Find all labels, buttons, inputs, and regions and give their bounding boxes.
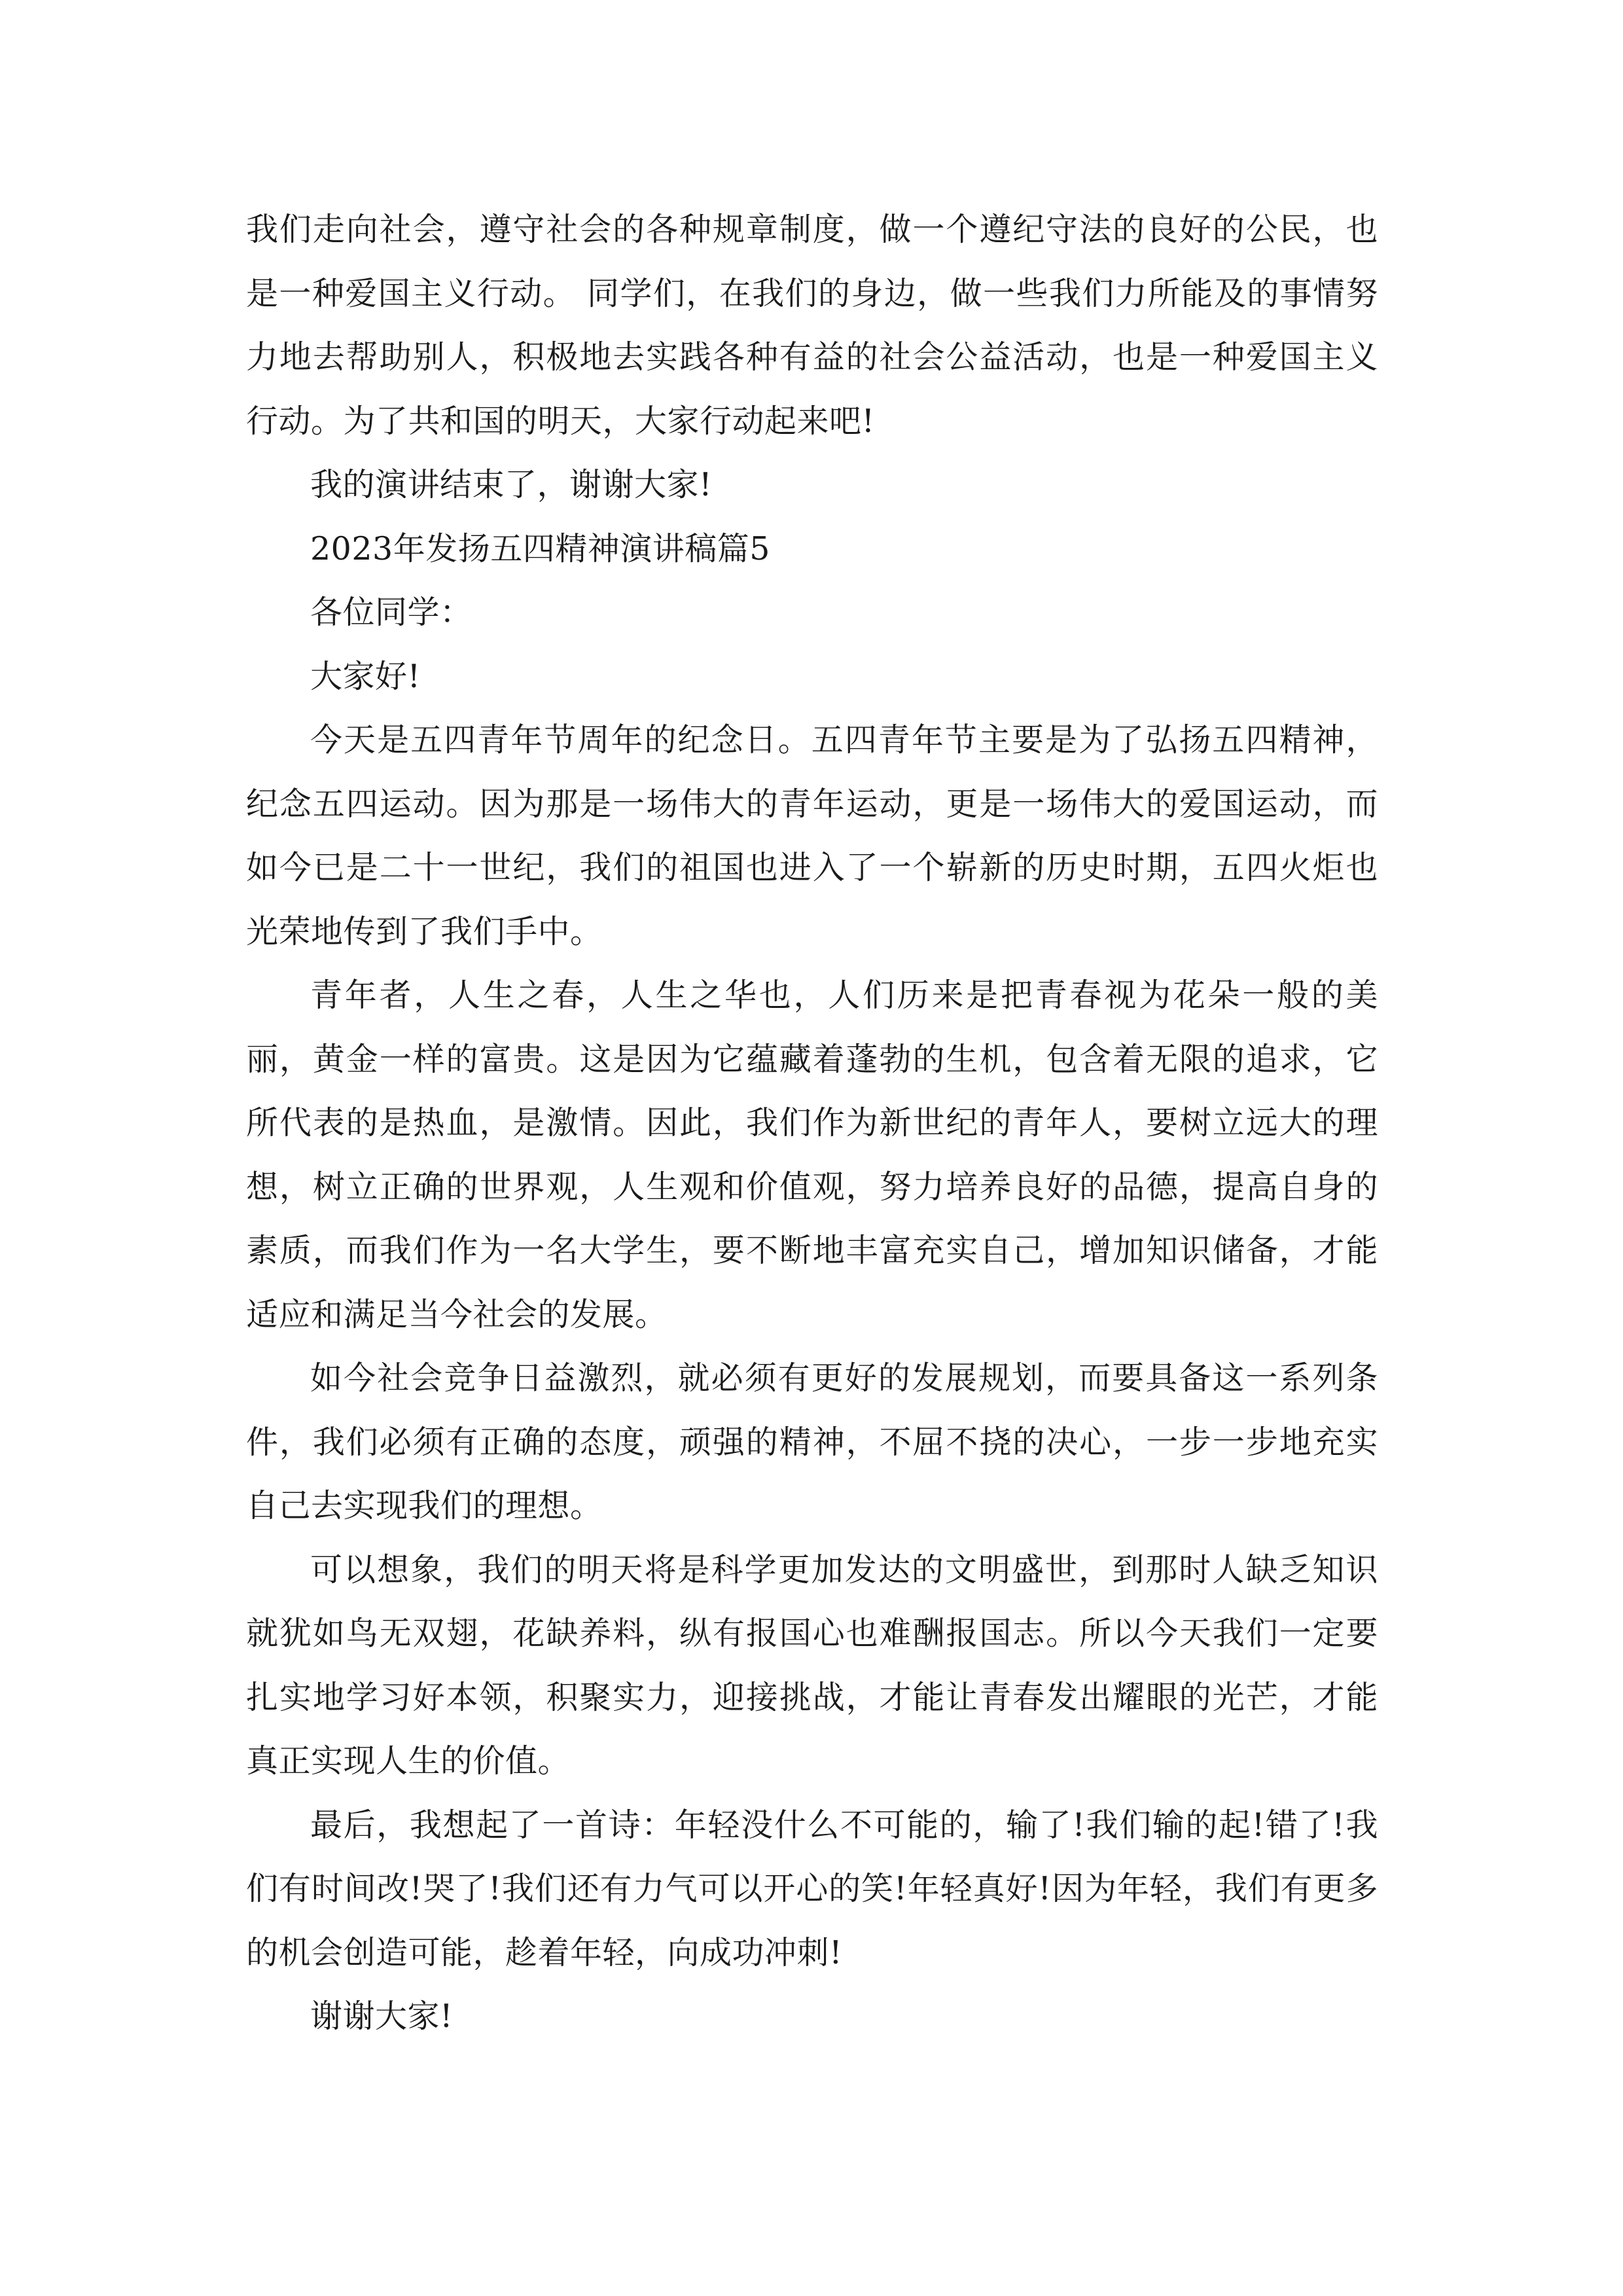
- paragraph-body: 可以想象，我们的明天将是科学更加发达的文明盛世，到那时人缺乏知识就犹如鸟无双翅，花缺养料，纵有报国心也难酬报国志。所以今天我们一定要扎实地学习好本领，积聚实力，迎接挑战，才能让青春发出耀眼的光芒，才能真正实现人生的价值。: [246, 1551, 1378, 1780]
- section-title: 2023年发扬五四精神演讲稿篇5: [310, 529, 770, 567]
- paragraph-body: 青年者，人生之春，人生之华也，人们历来是把青春视为花朵一般的美丽，黄金一样的富贵。这是因为它蕴藏着蓬勃的生机，包含着无限的追求，它所代表的是热血，是激情。因此，我们作为新世纪的青年人，要树立远大的理想，树立正确的世界观，人生观和价值观，努力培养良好的品德，提高自身的素质，而我们作为一名大学生，要不断地丰富充实自己，增加知识储备，才能适应和满足当今社会的发展。: [246, 977, 1378, 1333]
- paragraph-body: 最后，我想起了一首诗：年轻没什么不可能的，输了!我们输的起!错了!我们有时间改!哭了!我们还有力气可以开心的笑!年轻真好!因为年轻，我们有更多的机会创造可能，趁着年轻，向成功冲刺!: [246, 1806, 1378, 1971]
- paragraph-closing-remark: 我的演讲结束了，谢谢大家!: [310, 466, 713, 503]
- paragraph-body: 今天是五四青年节周年的纪念日。五四青年节主要是为了弘扬五四精神，纪念五四运动。因为那是一场伟大的青年运动，更是一场伟大的爱国运动，而如今已是二十一世纪，我们的祖国也进入了一个崭新的历史时期，五四火炬也光荣地传到了我们手中。: [246, 721, 1378, 950]
- greeting: 大家好!: [310, 657, 421, 695]
- paragraph-continuation: 我们走向社会，遵守社会的各种规章制度，做一个遵纪守法的良好的公民，也是一种爱国主义行动。 同学们，在我们的身边，做一些我们力所能及的事情努力地去帮助别人，积极地去实践各种有益的社会公益活动，也是一种爱国主义行动。为了共和国的明天，大家行动起来吧!: [246, 211, 1378, 440]
- closing-thanks: 谢谢大家!: [310, 1998, 454, 2035]
- document-body: [246, 198, 1378, 2049]
- salutation: 各位同学：: [310, 594, 473, 631]
- paragraph-body: 如今社会竞争日益激烈，就必须有更好的发展规划，而要具备这一系列条件，我们必须有正确的态度，顽强的精神，不屈不挠的决心，一步一步地充实自己去实现我们的理想。: [246, 1359, 1378, 1524]
